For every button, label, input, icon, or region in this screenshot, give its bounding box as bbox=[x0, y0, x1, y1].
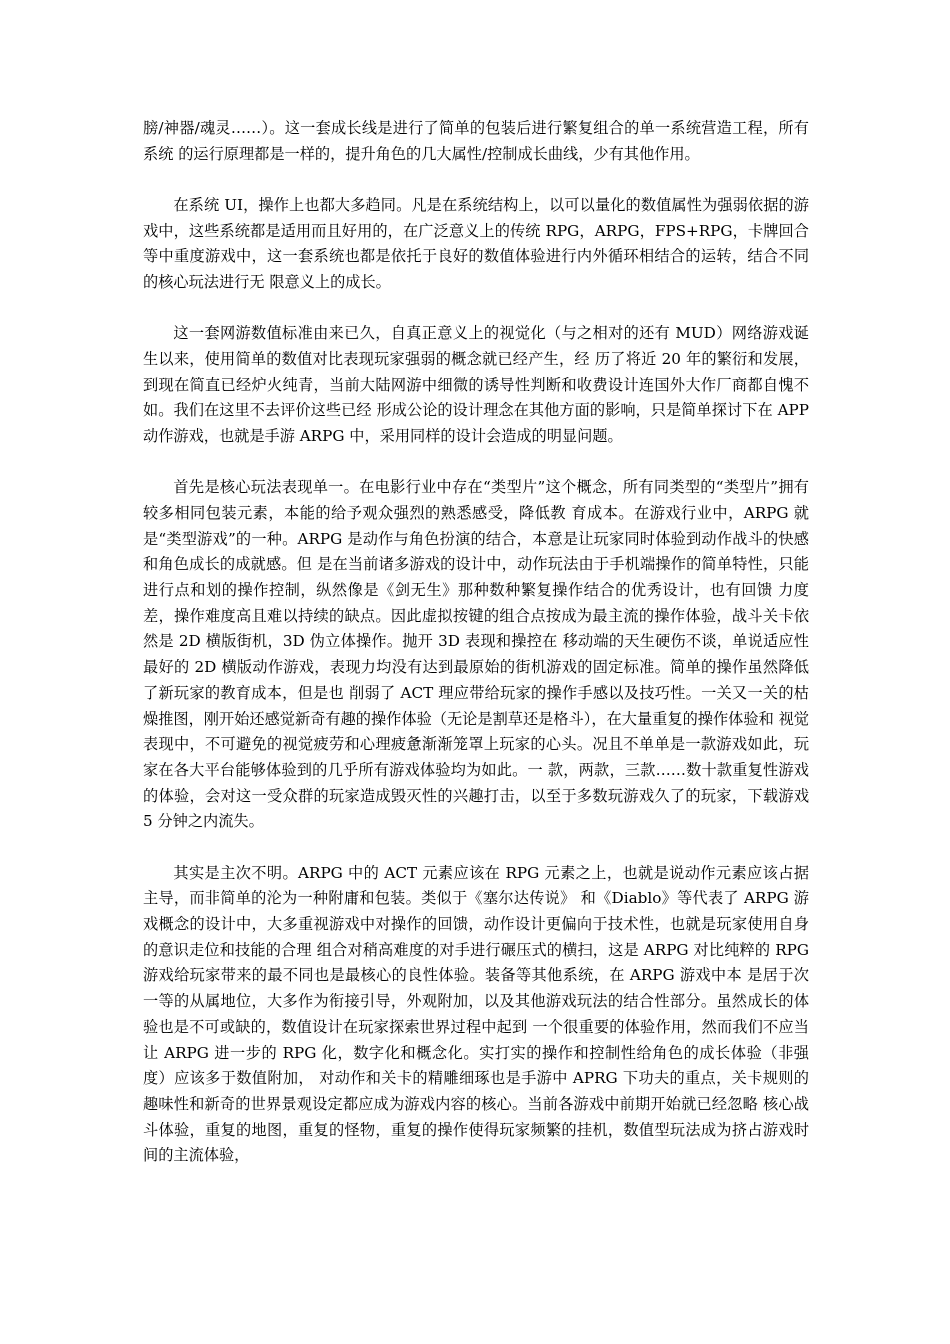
paragraph-5: 其实是主次不明。ARPG 中的 ACT 元素应该在 RPG 元素之上，也就是说动作元素应该占据主导，而非简单的沦为一种附庸和包装。类似于《塞尔达传说》 和《Diablo》等代表了 ARPG 游戏概念的设计中，大多重视游戏中对操作的回馈，动作设计更偏向于技术性，也就是玩家使用自身的意识走位和技能的合理 组合对稍高难度的对手进行碾压式的横扫，这是 ARPG 对比纯粹的 RPG 游戏给玩家带来的最不同也是最核心的良性体验。装备等其他系统，在 ARPG 游戏中本 是居于次一等的从属地位，大多作为衔接引导，外观附加，以及其他游戏玩法的结合性部分。虽然成长的体验也是不可或缺的，数值设计在玩家探索世界过程中起到 一个很重要的体验作用，然而我们不应当让 ARPG 进一步的 RPG 化，数字化和概念化。实打实的操作和控制性给角色的成长体验（非强度）应该多于数值附加， 对动作和关卡的精雕细琢也是手游中 APRG 下功夫的重点，关卡规则的趣味性和新奇的世界景观设定都应成为游戏内容的核心。当前各游戏中前期开始就已经忽略 核心战斗体验，重复的地图，重复的怪物，重复的操作使得玩家频繁的挂机，数值型玩法成为挤占游戏时间的主流体验， bbox=[143, 863, 809, 1165]
document-page bbox=[143, 116, 809, 1169]
paragraph-2: 在系统 UI，操作上也都大多趋同。凡是在系统结构上，以可以量化的数值属性为强弱依据的游戏中，这些系统都是适用而且好用的，在广泛意义上的传统 RPG，ARPG，FPS+RPG，卡牌回合等中重度游戏中，这一套系统也都是依托于良好的数值体验进行内外循环相结合的运转，结合不同的核心玩法进行无 限意义上的成长。 bbox=[143, 195, 809, 292]
paragraph-3: 这一套网游数值标准由来已久，自真正意义上的视觉化（与之相对的还有 MUD）网络游戏诞生以来，使用简单的数值对比表现玩家强弱的概念就已经产生，经 历了将近 20 年的繁衍和发展，到现在简直已经炉火纯青，当前大陆网游中细微的诱导性判断和收费设计连国外大作厂商都自愧不如。我们在这里不去评价这些已经 形成公论的设计理念在其他方面的影响，只是简单探讨下在 APP 动作游戏，也就是手游 ARPG 中，采用同样的设计会造成的明显问题。 bbox=[143, 324, 809, 446]
paragraph-1: 膀/神器/魂灵……）。这一套成长线是进行了简单的包装后进行繁复组合的单一系统营造工程，所有系统 的运行原理都是一样的，提升角色的几大属性/控制成长曲线，少有其他作用。 bbox=[143, 119, 809, 163]
paragraph-4: 首先是核心玩法表现单一。在电影行业中存在“类型片”这个概念，所有同类型的“类型片”拥有较多相同包装元素，本能的给予观众强烈的熟悉感受，降低教 育成本。在游戏行业中，ARPG 就是“类型游戏”的一种。ARPG 是动作与角色扮演的结合，本意是让玩家同时体验到动作战斗的快感和角色成长的成就感。但 是在当前诸多游戏的设计中，动作玩法由于手机端操作的简单特性，只能进行点和划的操作控制，纵然像是《剑无生》那种数种繁复操作结合的优秀设计，也有回馈 力度差，操作难度高且难以持续的缺点。因此虚拟按键的组合点按成为最主流的操作体验，战斗关卡依然是 2D 横版街机，3D 伪立体操作。抛开 3D 表现和操控在 移动端的天生硬伤不谈，单说适应性最好的 2D 横版动作游戏，表现力均没有达到最原始的街机游戏的固定标准。简单的操作虽然降低了新玩家的教育成本，但是也 削弱了 ACT 理应带给玩家的操作手感以及技巧性。一关又一关的枯燥推图，刚开始还感觉新奇有趣的操作体验（无论是割草还是格斗），在大量重复的操作体验和 视觉表现中，不可避免的视觉疲劳和心理疲惫渐渐笼罩上玩家的心头。况且不单单是一款游戏如此，玩家在各大平台能够体验到的几乎所有游戏体验均为如此。一 款，两款，三款……数十款重复性游戏的体验，会对这一受众群的玩家造成毁灭性的兴趣打击，以至于多数玩游戏久了的玩家，下载游戏 5 分钟之内流失。 bbox=[143, 478, 809, 831]
